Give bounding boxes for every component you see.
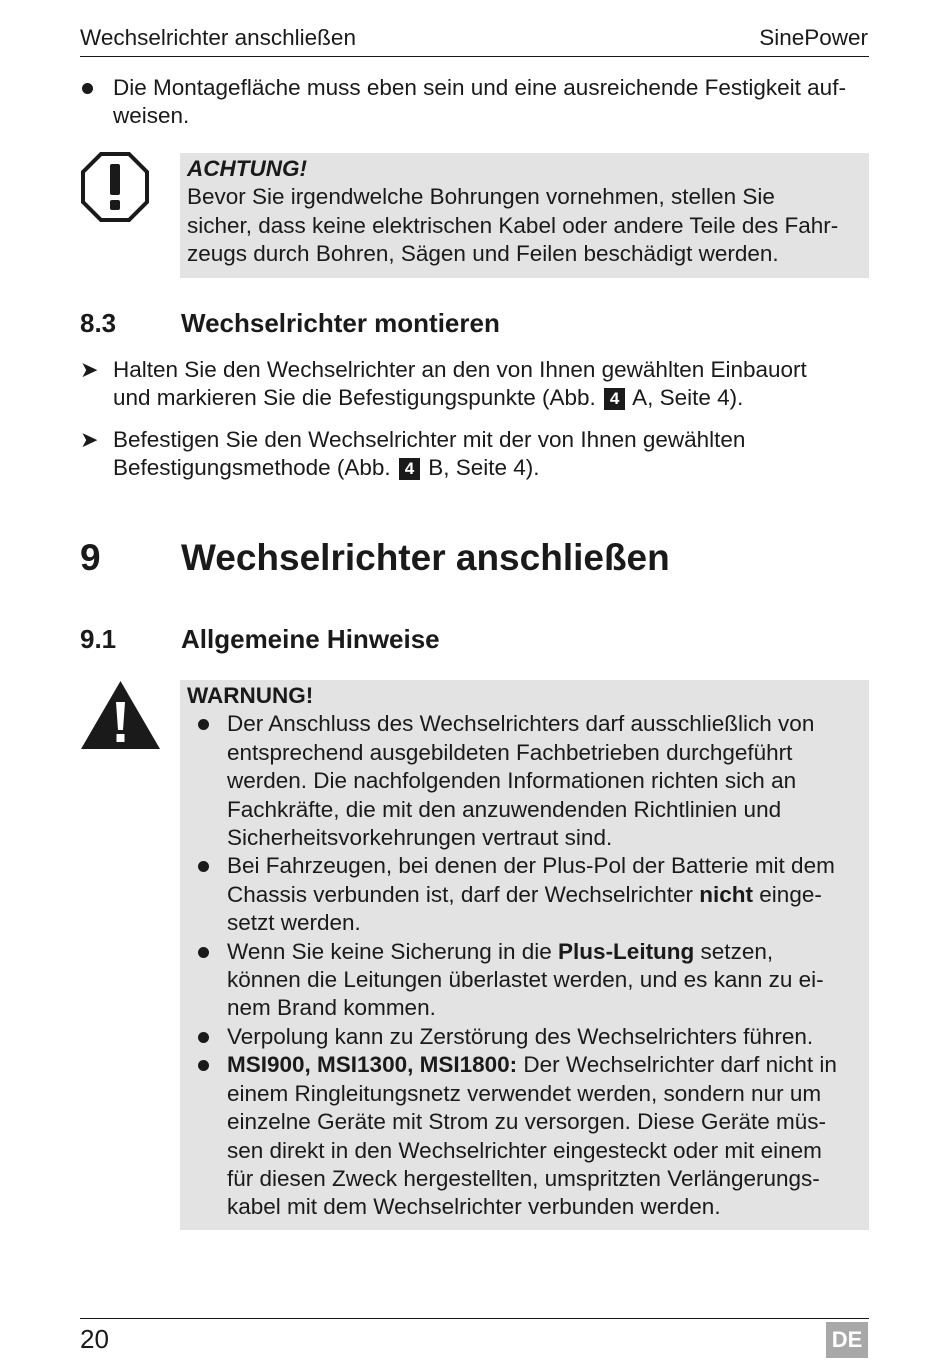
chapter-title: Wechselrichter anschließen (181, 537, 670, 578)
warning-box (180, 680, 869, 1230)
caution-box (180, 153, 869, 278)
section-number: 8.3 (80, 308, 117, 338)
header-divider (80, 56, 869, 57)
warning-item: Wenn Sie keine Sicherung in die Plus-Leitung setzen, können die Leitungen überlastet werden, und es kann zu ei- nem Brand kommen. (187, 938, 861, 1023)
header-product-name: SinePower (759, 25, 868, 50)
figure-number-badge: 4 (399, 458, 420, 480)
figure-number-badge: 4 (604, 388, 625, 410)
bullet-icon (198, 1032, 209, 1043)
bullet-icon (198, 947, 209, 958)
warning-triangle-icon (80, 680, 161, 750)
intro-bullet-text: Die Montagefläche muss eben sein und eine ausreichende Festigkeit auf- weisen. (113, 75, 846, 129)
caution-title: ACHTUNG! (187, 156, 307, 181)
section-title: Wechselrichter montieren (181, 308, 500, 338)
language-badge: DE (826, 1322, 868, 1358)
caution-line: Bevor Sie irgendwelche Bohrungen vornehmen, stellen Sie (187, 184, 775, 210)
bullet-icon (198, 719, 209, 730)
footer-divider (80, 1318, 869, 1319)
section-number: 9.1 (80, 624, 117, 654)
bullet-icon (198, 861, 209, 872)
caution-line: zeugs durch Bohren, Sägen und Feilen beschädigt werden. (187, 241, 779, 267)
page-number: 20 (80, 1324, 109, 1354)
chapter-number: 9 (80, 537, 101, 578)
warning-item: Verpolung kann zu Zerstörung des Wechselrichters führen. (187, 1023, 861, 1051)
arrow-right-icon: ➤ (80, 357, 99, 382)
caution-line: sicher, dass keine elektrischen Kabel oder andere Teile des Fahr- (187, 212, 839, 238)
header-chapter-title: Wechselrichter anschließen (80, 25, 356, 50)
warning-title: WARNUNG! (187, 683, 314, 708)
warning-item: Bei Fahrzeugen, bei denen der Plus-Pol der Batterie mit dem Chassis verbunden ist, darf der Wechselrichter nicht einge- setzt werden. (187, 852, 861, 937)
bullet-icon (82, 83, 93, 94)
warning-item: Der Anschluss des Wechselrichters darf ausschließlich von entsprechend ausgebildeten Fachbetrieben durchgeführt werden. Die nachfolgenden Informationen richten sich an Fachkräfte, die mit den anzuwendenden Richtlinien und Sicherheitsvorkehrungen vertraut sind. (187, 710, 861, 852)
bullet-icon (198, 1060, 209, 1071)
octagon-exclamation-icon (80, 151, 150, 223)
arrow-right-icon: ➤ (80, 427, 99, 452)
warning-item: MSI900, MSI1300, MSI1800: Der Wechselrichter darf nicht in einem Ringleitungsnetz verwendet werden, sondern nur um einzelne Geräte mit Strom zu versorgen. Diese Geräte müs- sen direkt in den Wechselrichter eingesteckt oder mit einem für diesen Zweck hergestellten, umspritzten Verlängerungs- kabel mit dem Wechselrichter verbunden werden. (187, 1051, 861, 1221)
section-title: Allgemeine Hinweise (181, 624, 440, 654)
